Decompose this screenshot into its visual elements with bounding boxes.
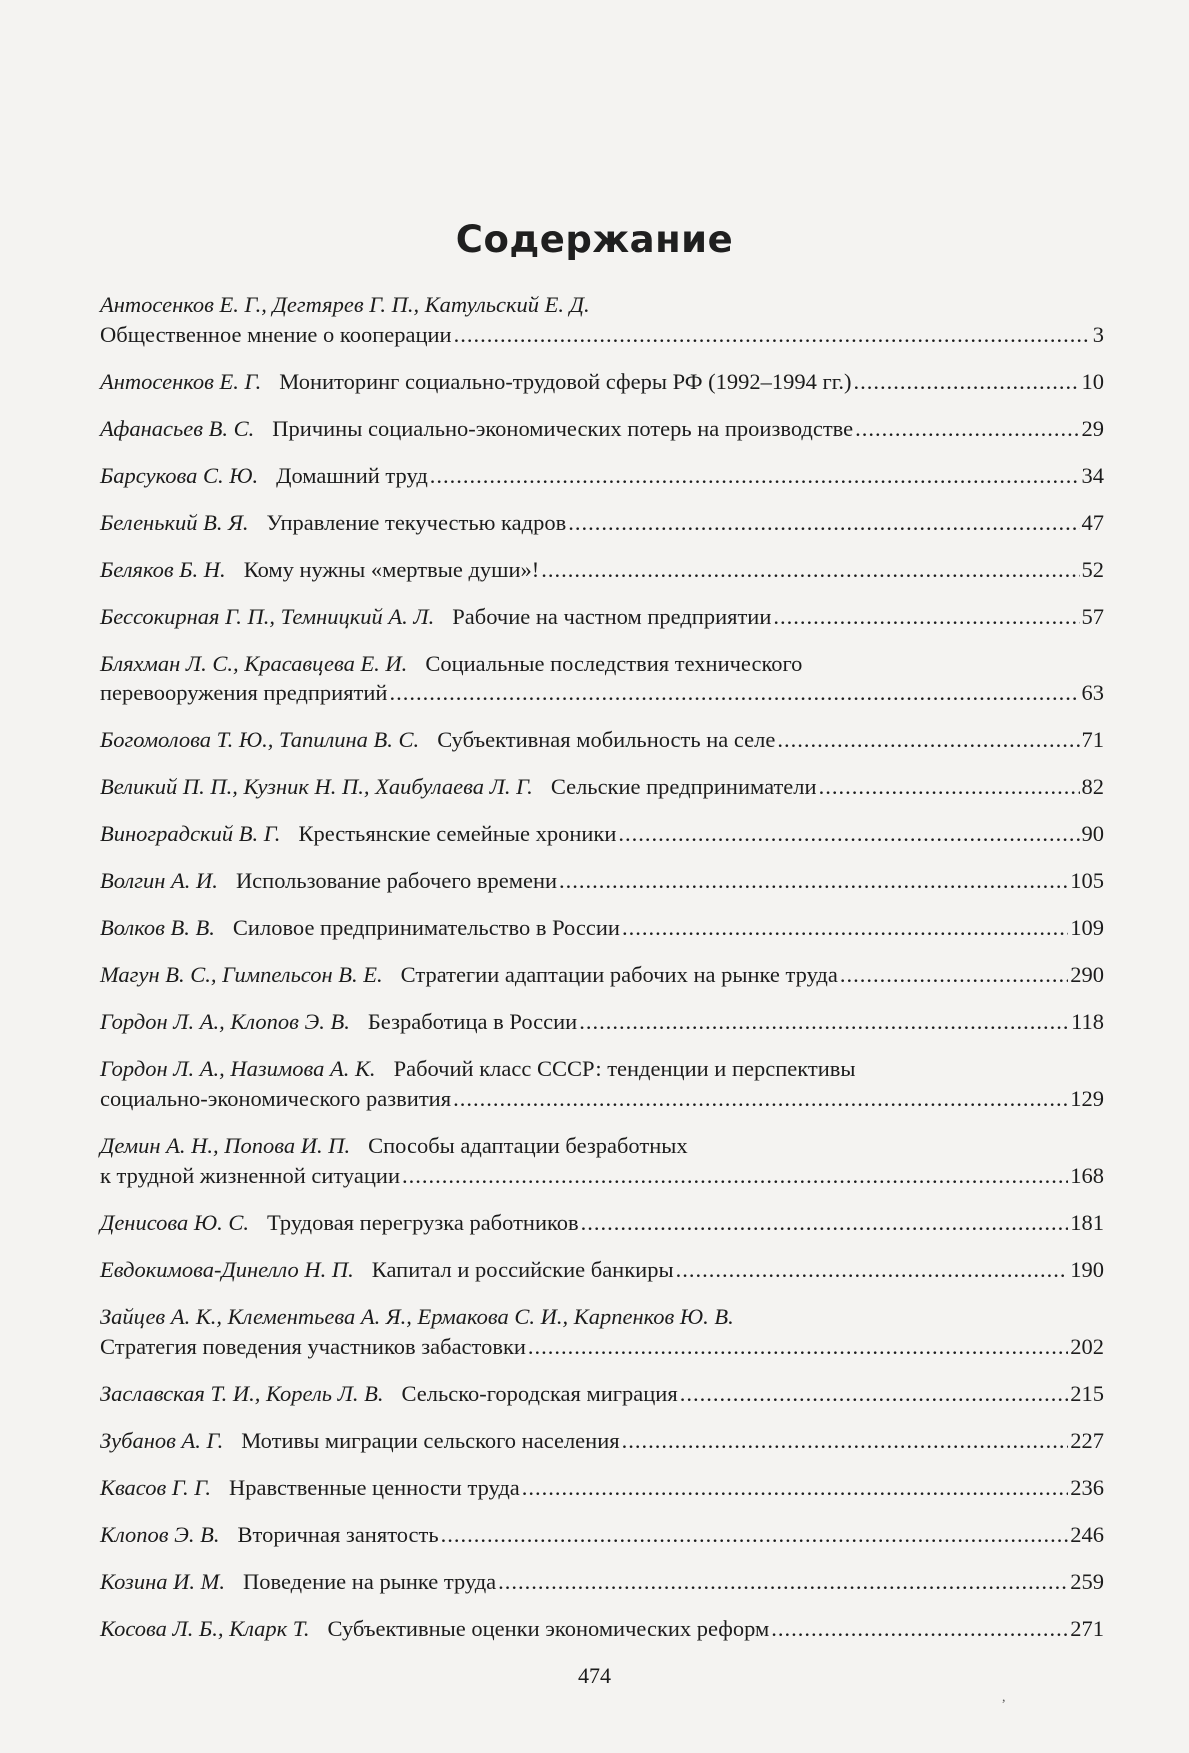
entry-page: 168 [1070,1162,1104,1188]
dot-leader [402,1161,1068,1191]
toc-entry [100,649,1104,709]
entry-page: 290 [1070,962,1104,988]
toc-entry [100,414,1104,444]
entry-author: Богомолова Т. Ю., Тапилина В. С. [100,727,420,753]
dot-leader [773,602,1079,632]
entry-title: Крестьянские семейные хроники [298,821,617,847]
entry-page: 3 [1092,321,1104,347]
dot-leader [680,1379,1069,1409]
entry-title: Вторичная занятость [237,1521,439,1547]
entry-page: 215 [1070,1380,1104,1406]
entry-page: 82 [1081,774,1104,800]
entry-title: Стратегии адаптации рабочих на рынке труда [400,962,838,988]
toc-entry [100,461,1104,491]
entry-author: Магун В. С., Гимпельсон В. Е. [100,962,383,988]
dot-leader [453,1084,1068,1114]
entry-title: Субъективные оценки экономических реформ [327,1615,770,1641]
dot-leader [522,1473,1068,1503]
entry-title: Мониторинг социально-трудовой сферы РФ (1992–1994 гг.) [279,368,852,394]
page-title: Содержание [455,218,734,261]
entry-author: Козина И. М. [100,1568,225,1594]
dot-leader [777,725,1079,755]
entry-title: Силовое предпринимательство в России [232,915,620,941]
entry-author: Волков В. В. [100,915,215,941]
entry-author: Антосенков Е. Г. [100,368,262,394]
entry-author: Антосенков Е. Г., Дегтярев Г. П., Катульский Е. Д. [100,292,590,317]
entry-page: 10 [1081,368,1104,394]
dot-leader [840,960,1068,990]
toc-entry [100,1473,1104,1503]
entry-title: Субъективная мобильность на селе [437,727,776,753]
entry-page: 246 [1070,1521,1104,1547]
dot-leader [498,1567,1068,1597]
entry-author: Барсукова С. Ю. [100,462,259,488]
dot-leader [389,678,1079,708]
dot-leader [430,461,1080,491]
entry-page: 52 [1081,556,1104,582]
entry-author: Демин А. Н., Попова И. П. [100,1133,351,1159]
entry-author: Афанасьев В. С. [100,415,255,441]
entry-title: Рабочие на частном предприятии [452,603,772,629]
entry-title: Мотивы миграции сельского населения [241,1427,620,1453]
entry-page: 34 [1081,462,1104,488]
dot-leader [855,414,1079,444]
entry-title: Сельско-городская миграция [401,1380,678,1406]
dot-leader [622,1426,1069,1456]
entry-page: 202 [1070,1333,1104,1359]
toc-entry [100,725,1104,755]
entry-title: Кому нужны «мертвые души»! [243,556,540,582]
footer-page-number: 474 [578,1663,611,1688]
entry-author: Беленький В. Я. [100,509,249,535]
entry-title: Домашний труд [276,462,428,488]
entry-author: Квасов Г. Г. [100,1474,211,1500]
entry-author: Клопов Э. В. [100,1521,220,1547]
toc-entry [100,1007,1104,1037]
entry-title: Трудовая перегрузка работников [267,1209,579,1235]
dot-leader [454,320,1091,350]
scan-speck: , [1002,1690,1006,1705]
entry-page: 271 [1070,1615,1104,1641]
dot-leader [676,1255,1069,1285]
entry-title: Причины социально-экономических потерь на производстве [272,415,854,441]
entry-author: Бессокирная Г. П., Темницкий А. Л. [100,603,435,629]
entry-page: 57 [1081,603,1104,629]
entry-author: Евдокимова-Динелло Н. П. [100,1256,354,1282]
dot-leader [441,1520,1069,1550]
table-of-contents [100,290,1104,1661]
entry-title-continued: к трудной жизненной ситуации [100,1162,400,1188]
entry-author: Зубанов А. Г. [100,1427,224,1453]
dot-leader [622,913,1068,943]
entry-title: Использование рабочего времени [235,868,558,894]
toc-entry [100,1614,1104,1644]
entry-page: 236 [1070,1474,1104,1500]
dot-leader [819,772,1080,802]
toc-entry [100,1208,1104,1238]
entry-author: Зайцев А. К., Клементьева А. Я., Ермакова С. И., Карпенков Ю. В. [100,1303,734,1329]
toc-entry [100,819,1104,849]
toc-entry [100,1426,1104,1456]
dot-leader [559,866,1068,896]
entry-page: 129 [1070,1086,1104,1112]
entry-author: Бляхман Л. С., Красавцева Е. И. [100,650,408,676]
entry-page: 29 [1081,415,1104,441]
dot-leader [528,1332,1068,1362]
entry-page: 105 [1070,868,1104,894]
entry-author: Гордон Л. А., Назимова А. К. [100,1056,376,1082]
entry-author: Волгин А. И. [100,868,218,894]
entry-page: 118 [1071,1009,1104,1035]
entry-title: Сельские предприниматели [550,774,817,800]
entry-title: Стратегия поведения участников забастовки [100,1333,526,1359]
entry-page: 109 [1070,915,1104,941]
entry-page: 90 [1081,821,1104,847]
entry-title-continued: перевооружения предприятий [100,680,388,706]
toc-entry [100,290,1104,350]
toc-entry [100,1255,1104,1285]
entry-page: 259 [1070,1568,1104,1594]
entry-title: Социальные последствия технического [425,650,803,676]
entry-author: Беляков Б. Н. [100,556,226,582]
toc-entry [100,772,1104,802]
toc-entry [100,913,1104,943]
toc-entry [100,1302,1104,1362]
entry-title: Поведение на рынке труда [242,1568,497,1594]
toc-entry [100,1131,1104,1191]
dot-leader [541,555,1079,585]
dot-leader [854,367,1080,397]
entry-page: 190 [1070,1256,1104,1282]
entry-author: Гордон Л. А., Клопов Э. В. [100,1009,350,1035]
entry-author: Косова Л. Б., Кларк Т. [100,1615,310,1641]
entry-page: 181 [1070,1209,1104,1235]
entry-author: Денисова Ю. С. [100,1209,249,1235]
toc-entry [100,1567,1104,1597]
toc-entry [100,1054,1104,1114]
entry-page: 47 [1081,509,1104,535]
entry-title: Способы адаптации безработных [368,1133,688,1159]
toc-entry [100,1379,1104,1409]
dot-leader [771,1614,1068,1644]
dot-leader [618,819,1079,849]
entry-title-continued: социально-экономического развития [100,1086,452,1112]
toc-entry [100,1520,1104,1550]
entry-author: Великий П. П., Кузник Н. П., Хаибулаева Л. Г. [100,774,533,800]
entry-page: 227 [1070,1427,1104,1453]
entry-author: Заславская Т. И., Корель Л. В. [100,1380,384,1406]
dot-leader [579,1007,1069,1037]
toc-entry [100,367,1104,397]
toc-entry [100,960,1104,990]
entry-title: Безработица в России [367,1009,578,1035]
toc-entry [100,555,1104,585]
toc-entry [100,508,1104,538]
toc-entry [100,602,1104,632]
entry-title: Капитал и российские банкиры [371,1256,674,1282]
entry-title: Нравственные ценности труда [228,1474,520,1500]
entry-page: 71 [1081,727,1104,753]
toc-entry [100,866,1104,896]
entry-page: 63 [1081,680,1104,706]
entry-title: Общественное мнение о кооперации [100,321,452,347]
entry-title: Рабочий класс СССР: тенденции и перспективы [393,1056,856,1082]
dot-leader [581,1208,1069,1238]
dot-leader [568,508,1079,538]
entry-author: Виноградский В. Г. [100,821,281,847]
entry-title: Управление текучестью кадров [266,509,567,535]
